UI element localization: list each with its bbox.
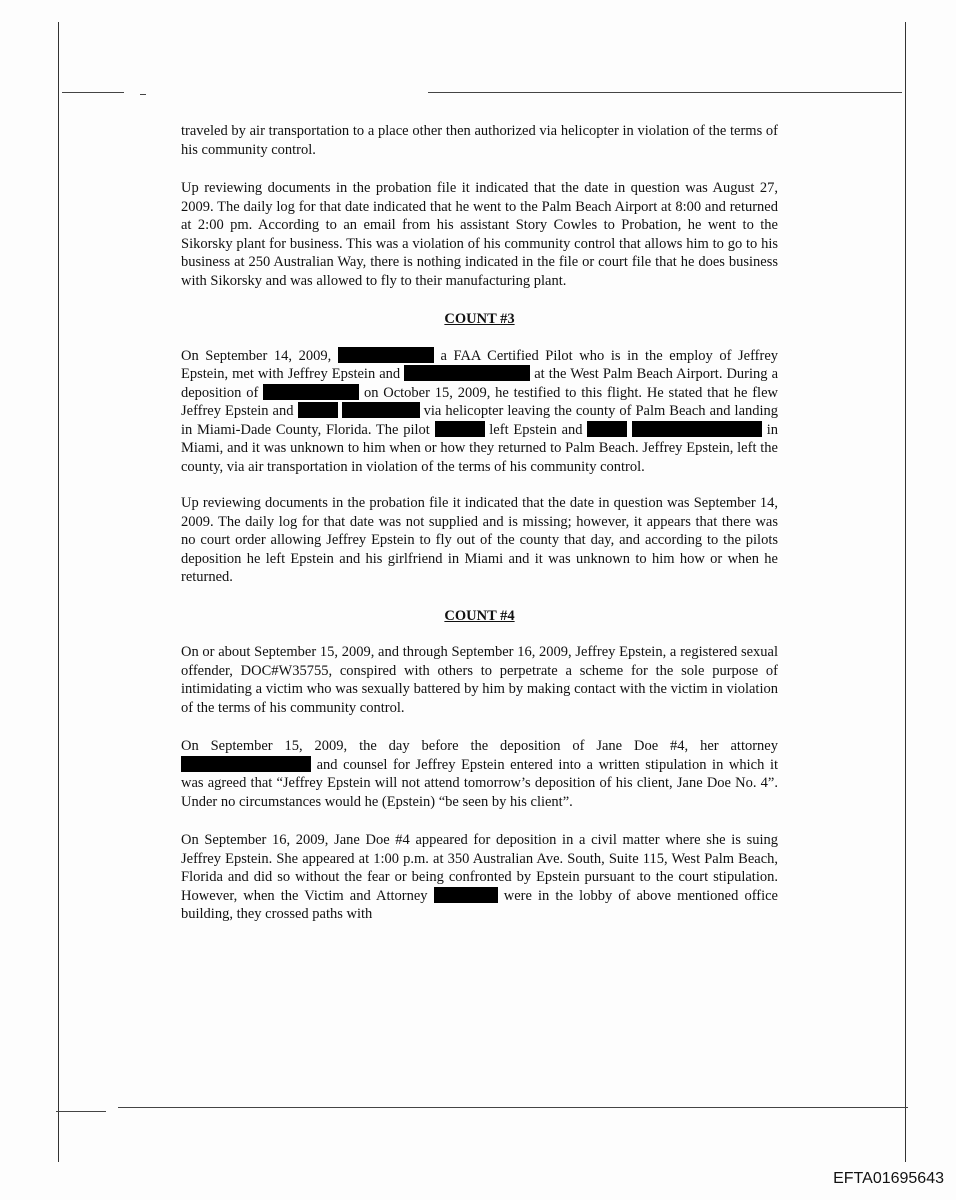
footer-rule [118, 1107, 908, 1108]
header-rule [62, 92, 124, 93]
redaction-bar [632, 421, 762, 437]
text-segment: On September 16, 2009, Jane Doe #4 appeared for deposition in a civil matter where she is suing Jeffrey Epstein. She appeared at 1:00 p.m. at 350 Australian Ave. South, Suite 115, West Palm Beach, Florida and did so without the fear or being confronted by Epstein pursuant to the court stipulation. However, when the Victim and Attorney [181, 832, 778, 904]
paragraph: traveled by air transportation to a place other then authorized via helicopter in violation of the terms of his community control. [181, 123, 778, 158]
paragraph: On or about September 15, 2009, and through September 16, 2009, Jeffrey Epstein, a registered sexual offender, DOC#W35755, conspired with others to perpetrate a scheme for the sole purpose of intimidating a victim who was sexually battered by him by making contact with the victim in violation of the terms of his community control. [181, 644, 778, 716]
redaction-bar [181, 756, 311, 772]
count-4-heading: COUNT #4 [444, 607, 515, 624]
text-segment: in Miami, and it was unknown to him when or how they returned to Palm Beach. Jeffrey Epstein, left the county, via air transportation in violation of the terms of his community control. [181, 421, 778, 475]
text-segment: left Epstein and [489, 421, 583, 438]
redaction-bar [338, 347, 434, 363]
text-segment: via helicopter leaving the county of Palm Beach and landing in Miami-Dade County, Florida. The pilot [181, 403, 779, 438]
redaction-bar [342, 402, 420, 418]
text-segment: On September 15, 2009, the day before the deposition of Jane Doe #4, her attorney [181, 738, 778, 754]
text-segment: and counsel for Jeffrey Epstein entered into a written stipulation in which it was agreed that “Jeffrey Epstein will not attend tomorrow’s deposition of his client, Jane Doe No. 4”. Under no circumstances would he (Epstein) “be seen by his client”. [181, 756, 779, 810]
paragraph [181, 831, 778, 924]
redaction-bar [404, 365, 530, 381]
page-border-right [905, 22, 906, 1162]
count-3-paragraph [181, 347, 778, 477]
text-segment: were in the lobby of above mentioned office building, they crossed paths with [181, 887, 778, 922]
footer-rule [56, 1111, 106, 1112]
document-id-stamp: EFTA01695643 [833, 1170, 944, 1187]
header-rule [140, 94, 146, 95]
paragraph [181, 737, 778, 811]
redaction-bar [434, 887, 498, 903]
text-segment: on October 15, 2009, he testified to this flight. He stated that he flew Jeffrey Epstein and [181, 384, 778, 419]
document-body [181, 122, 778, 944]
paragraph: Up reviewing documents in the probation file it indicated that the date in question was September 14, 2009. The daily log for that date was not supplied and is missing; however, it appears that there was no court order allowing Jeffrey Epstein to fly out of the county that day, and according to the pilots deposition he left Epstein and his girlfriend in Miami and it was unknown to him how or when he returned. [181, 495, 778, 585]
redaction-bar [587, 421, 627, 437]
text-segment: at the West Palm Beach Airport. During a deposition of [181, 366, 779, 401]
redaction-bar [298, 402, 338, 418]
redaction-bar [263, 384, 359, 400]
paragraph: Up reviewing documents in the probation file it indicated that the date in question was August 27, 2009. The daily log for that date indicated that he went to the Palm Beach Airport at 8:00 and returned at 2:00 pm. According to an email from his assistant Story Cowles to Probation, he went to the Sikorsky plant for business. This was a violation of his community control that allows him to go to his business at 250 Australian Way, there is nothing indicated in the file or court file that he does business with Sikorsky and was allowed to fly to their manufacturing plant. [181, 180, 778, 289]
text-segment: On September 14, 2009, [181, 347, 332, 364]
page-border-left [58, 22, 59, 1162]
text-segment: a FAA Certified Pilot who is in the employ of Jeffrey Epstein, met with Jeffrey Epstein and [181, 347, 779, 382]
header-rule [428, 92, 902, 93]
redaction-bar [435, 421, 485, 437]
count-3-heading: COUNT #3 [444, 311, 515, 327]
